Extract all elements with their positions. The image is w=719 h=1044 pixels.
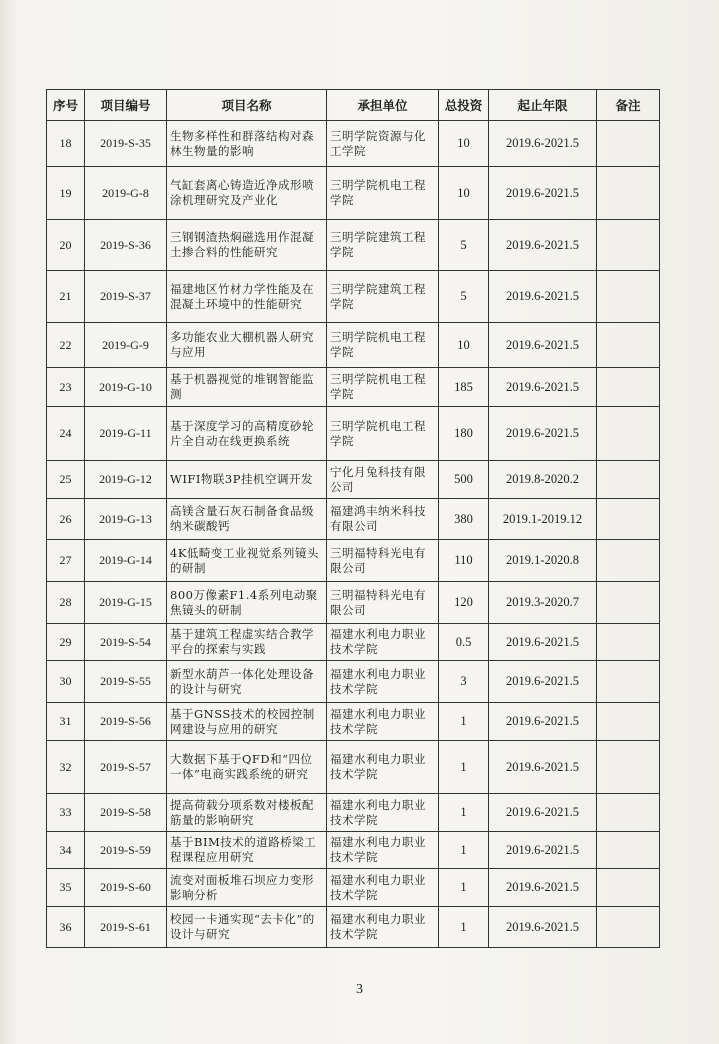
row-number: 21 xyxy=(47,271,85,323)
project-period: 2019.6-2021.5 xyxy=(489,220,597,271)
total-investment: 1 xyxy=(439,869,489,907)
total-investment: 3 xyxy=(439,661,489,703)
project-name: 校园一卡通实现“去卡化”的设计与研究 xyxy=(167,907,327,948)
undertaking-unit: 福建水利电力职业技术学院 xyxy=(327,741,439,794)
project-code: 2019-S-35 xyxy=(85,121,167,167)
table-row xyxy=(47,907,660,948)
total-investment: 5 xyxy=(439,220,489,271)
note-cell xyxy=(597,703,660,741)
total-investment: 5 xyxy=(439,271,489,323)
project-code: 2019-G-9 xyxy=(85,323,167,368)
table-row xyxy=(47,407,660,461)
project-name: 800万像素F1.4系列电动聚焦镜头的研制 xyxy=(167,582,327,624)
table-row xyxy=(47,661,660,703)
table-row xyxy=(47,794,660,832)
note-cell xyxy=(597,741,660,794)
note-cell xyxy=(597,661,660,703)
row-number: 24 xyxy=(47,407,85,461)
table-row xyxy=(47,323,660,368)
note-cell xyxy=(597,167,660,220)
row-number: 32 xyxy=(47,741,85,794)
project-period: 2019.6-2021.5 xyxy=(489,907,597,948)
undertaking-unit: 福建水利电力职业技术学院 xyxy=(327,907,439,948)
project-code: 2019-G-15 xyxy=(85,582,167,624)
undertaking-unit: 福建水利电力职业技术学院 xyxy=(327,869,439,907)
project-code: 2019-S-61 xyxy=(85,907,167,948)
note-cell xyxy=(597,323,660,368)
undertaking-unit: 三明福特科光电有限公司 xyxy=(327,582,439,624)
project-code: 2019-S-57 xyxy=(85,741,167,794)
row-number: 33 xyxy=(47,794,85,832)
project-code: 2019-S-58 xyxy=(85,794,167,832)
project-period: 2019.6-2021.5 xyxy=(489,167,597,220)
total-investment: 120 xyxy=(439,582,489,624)
row-number: 26 xyxy=(47,499,85,540)
project-period: 2019.6-2021.5 xyxy=(489,832,597,869)
note-cell xyxy=(597,368,660,407)
project-name: 气缸套离心铸造近净成形喷涂机理研究及产业化 xyxy=(167,167,327,220)
total-investment: 1 xyxy=(439,832,489,869)
table-row xyxy=(47,461,660,499)
undertaking-unit: 三明学院建筑工程学院 xyxy=(327,220,439,271)
project-name: 基于深度学习的高精度砂轮片全自动在线更换系统 xyxy=(167,407,327,461)
header-name: 项目名称 xyxy=(167,90,327,121)
project-period: 2019.8-2020.2 xyxy=(489,461,597,499)
total-investment: 0.5 xyxy=(439,624,489,661)
table-row xyxy=(47,703,660,741)
project-period: 2019.6-2021.5 xyxy=(489,368,597,407)
project-code: 2019-S-60 xyxy=(85,869,167,907)
project-code: 2019-S-54 xyxy=(85,624,167,661)
project-name: 基于GNSS技术的校园控制网建设与应用的研究 xyxy=(167,703,327,741)
table-row xyxy=(47,271,660,323)
note-cell xyxy=(597,907,660,948)
row-number: 31 xyxy=(47,703,85,741)
header-period: 起止年限 xyxy=(489,90,597,121)
note-cell xyxy=(597,220,660,271)
note-cell xyxy=(597,540,660,582)
project-name: 基于机器视觉的堆钢智能监测 xyxy=(167,368,327,407)
note-cell xyxy=(597,461,660,499)
total-investment: 1 xyxy=(439,741,489,794)
total-investment: 10 xyxy=(439,121,489,167)
project-code: 2019-G-11 xyxy=(85,407,167,461)
project-code: 2019-S-37 xyxy=(85,271,167,323)
project-period: 2019.1-2020.8 xyxy=(489,540,597,582)
undertaking-unit: 三明学院机电工程学院 xyxy=(327,323,439,368)
project-name: 提高荷载分项系数对楼板配筋量的影响研究 xyxy=(167,794,327,832)
project-name: 高镁含量石灰石制备食品级纳米碳酸钙 xyxy=(167,499,327,540)
note-cell xyxy=(597,121,660,167)
note-cell xyxy=(597,624,660,661)
header-investment: 总投资 xyxy=(439,90,489,121)
undertaking-unit: 福建鸿丰纳米科技有限公司 xyxy=(327,499,439,540)
project-code: 2019-S-55 xyxy=(85,661,167,703)
project-name: 生物多样性和群落结构对森林生物量的影响 xyxy=(167,121,327,167)
note-cell xyxy=(597,582,660,624)
row-number: 19 xyxy=(47,167,85,220)
row-number: 23 xyxy=(47,368,85,407)
undertaking-unit: 三明福特科光电有限公司 xyxy=(327,540,439,582)
project-code: 2019-S-56 xyxy=(85,703,167,741)
note-cell xyxy=(597,832,660,869)
undertaking-unit: 福建水利电力职业技术学院 xyxy=(327,794,439,832)
row-number: 27 xyxy=(47,540,85,582)
header-unit: 承担单位 xyxy=(327,90,439,121)
total-investment: 10 xyxy=(439,167,489,220)
project-code: 2019-S-36 xyxy=(85,220,167,271)
row-number: 34 xyxy=(47,832,85,869)
project-period: 2019.1-2019.12 xyxy=(489,499,597,540)
note-cell xyxy=(597,271,660,323)
table-row xyxy=(47,121,660,167)
project-period: 2019.3-2020.7 xyxy=(489,582,597,624)
project-period: 2019.6-2021.5 xyxy=(489,869,597,907)
table-row xyxy=(47,167,660,220)
project-period: 2019.6-2021.5 xyxy=(489,407,597,461)
total-investment: 180 xyxy=(439,407,489,461)
table-row xyxy=(47,832,660,869)
table-row xyxy=(47,741,660,794)
header-no: 序号 xyxy=(47,90,85,121)
table-body xyxy=(47,121,660,948)
total-investment: 1 xyxy=(439,703,489,741)
table-header-row xyxy=(47,90,660,121)
project-table xyxy=(46,89,660,948)
project-name: 新型水葫芦一体化处理设备的设计与研究 xyxy=(167,661,327,703)
project-period: 2019.6-2021.5 xyxy=(489,121,597,167)
row-number: 25 xyxy=(47,461,85,499)
table-row xyxy=(47,220,660,271)
project-period: 2019.6-2021.5 xyxy=(489,624,597,661)
row-number: 29 xyxy=(47,624,85,661)
total-investment: 10 xyxy=(439,323,489,368)
total-investment: 110 xyxy=(439,540,489,582)
project-code: 2019-G-12 xyxy=(85,461,167,499)
undertaking-unit: 福建水利电力职业技术学院 xyxy=(327,661,439,703)
total-investment: 1 xyxy=(439,794,489,832)
project-code: 2019-G-10 xyxy=(85,368,167,407)
project-name: 大数据下基于QFD和“四位一体”电商实践系统的研究 xyxy=(167,741,327,794)
undertaking-unit: 福建水利电力职业技术学院 xyxy=(327,624,439,661)
total-investment: 185 xyxy=(439,368,489,407)
project-code: 2019-G-14 xyxy=(85,540,167,582)
row-number: 35 xyxy=(47,869,85,907)
undertaking-unit: 三明学院机电工程学院 xyxy=(327,167,439,220)
note-cell xyxy=(597,407,660,461)
page-number: 3 xyxy=(356,982,363,997)
row-number: 22 xyxy=(47,323,85,368)
total-investment: 380 xyxy=(439,499,489,540)
table-row xyxy=(47,368,660,407)
undertaking-unit: 宁化月兔科技有限公司 xyxy=(327,461,439,499)
note-cell xyxy=(597,499,660,540)
note-cell xyxy=(597,794,660,832)
project-code: 2019-G-13 xyxy=(85,499,167,540)
total-investment: 500 xyxy=(439,461,489,499)
undertaking-unit: 三明学院机电工程学院 xyxy=(327,368,439,407)
project-name: 三钢钢渣热焖磁选用作混凝土掺合料的性能研究 xyxy=(167,220,327,271)
project-name: 福建地区竹材力学性能及在混凝土环境中的性能研究 xyxy=(167,271,327,323)
project-period: 2019.6-2021.5 xyxy=(489,323,597,368)
note-cell xyxy=(597,869,660,907)
header-code: 项目编号 xyxy=(85,90,167,121)
project-name: 基于BIM技术的道路桥梁工程课程应用研究 xyxy=(167,832,327,869)
row-number: 36 xyxy=(47,907,85,948)
project-code: 2019-S-59 xyxy=(85,832,167,869)
row-number: 18 xyxy=(47,121,85,167)
project-name: 基于建筑工程虚实结合教学平台的探索与实践 xyxy=(167,624,327,661)
header-note: 备注 xyxy=(597,90,660,121)
project-name: 多功能农业大棚机器人研究与应用 xyxy=(167,323,327,368)
undertaking-unit: 三明学院建筑工程学院 xyxy=(327,271,439,323)
row-number: 20 xyxy=(47,220,85,271)
table-row xyxy=(47,582,660,624)
total-investment: 1 xyxy=(439,907,489,948)
undertaking-unit: 三明学院机电工程学院 xyxy=(327,407,439,461)
project-code: 2019-G-8 xyxy=(85,167,167,220)
table-row xyxy=(47,869,660,907)
project-name: WIFI物联3P挂机空调开发 xyxy=(167,461,327,499)
undertaking-unit: 福建水利电力职业技术学院 xyxy=(327,832,439,869)
undertaking-unit: 福建水利电力职业技术学院 xyxy=(327,703,439,741)
row-number: 28 xyxy=(47,582,85,624)
project-period: 2019.6-2021.5 xyxy=(489,703,597,741)
project-period: 2019.6-2021.5 xyxy=(489,741,597,794)
undertaking-unit: 三明学院资源与化工学院 xyxy=(327,121,439,167)
table-row xyxy=(47,499,660,540)
table-row xyxy=(47,540,660,582)
project-name: 流变对面板堆石坝应力变形影响分析 xyxy=(167,869,327,907)
project-period: 2019.6-2021.5 xyxy=(489,271,597,323)
row-number: 30 xyxy=(47,661,85,703)
project-period: 2019.6-2021.5 xyxy=(489,661,597,703)
project-period: 2019.6-2021.5 xyxy=(489,794,597,832)
table-row xyxy=(47,624,660,661)
project-name: 4K低畸变工业视觉系列镜头的研制 xyxy=(167,540,327,582)
